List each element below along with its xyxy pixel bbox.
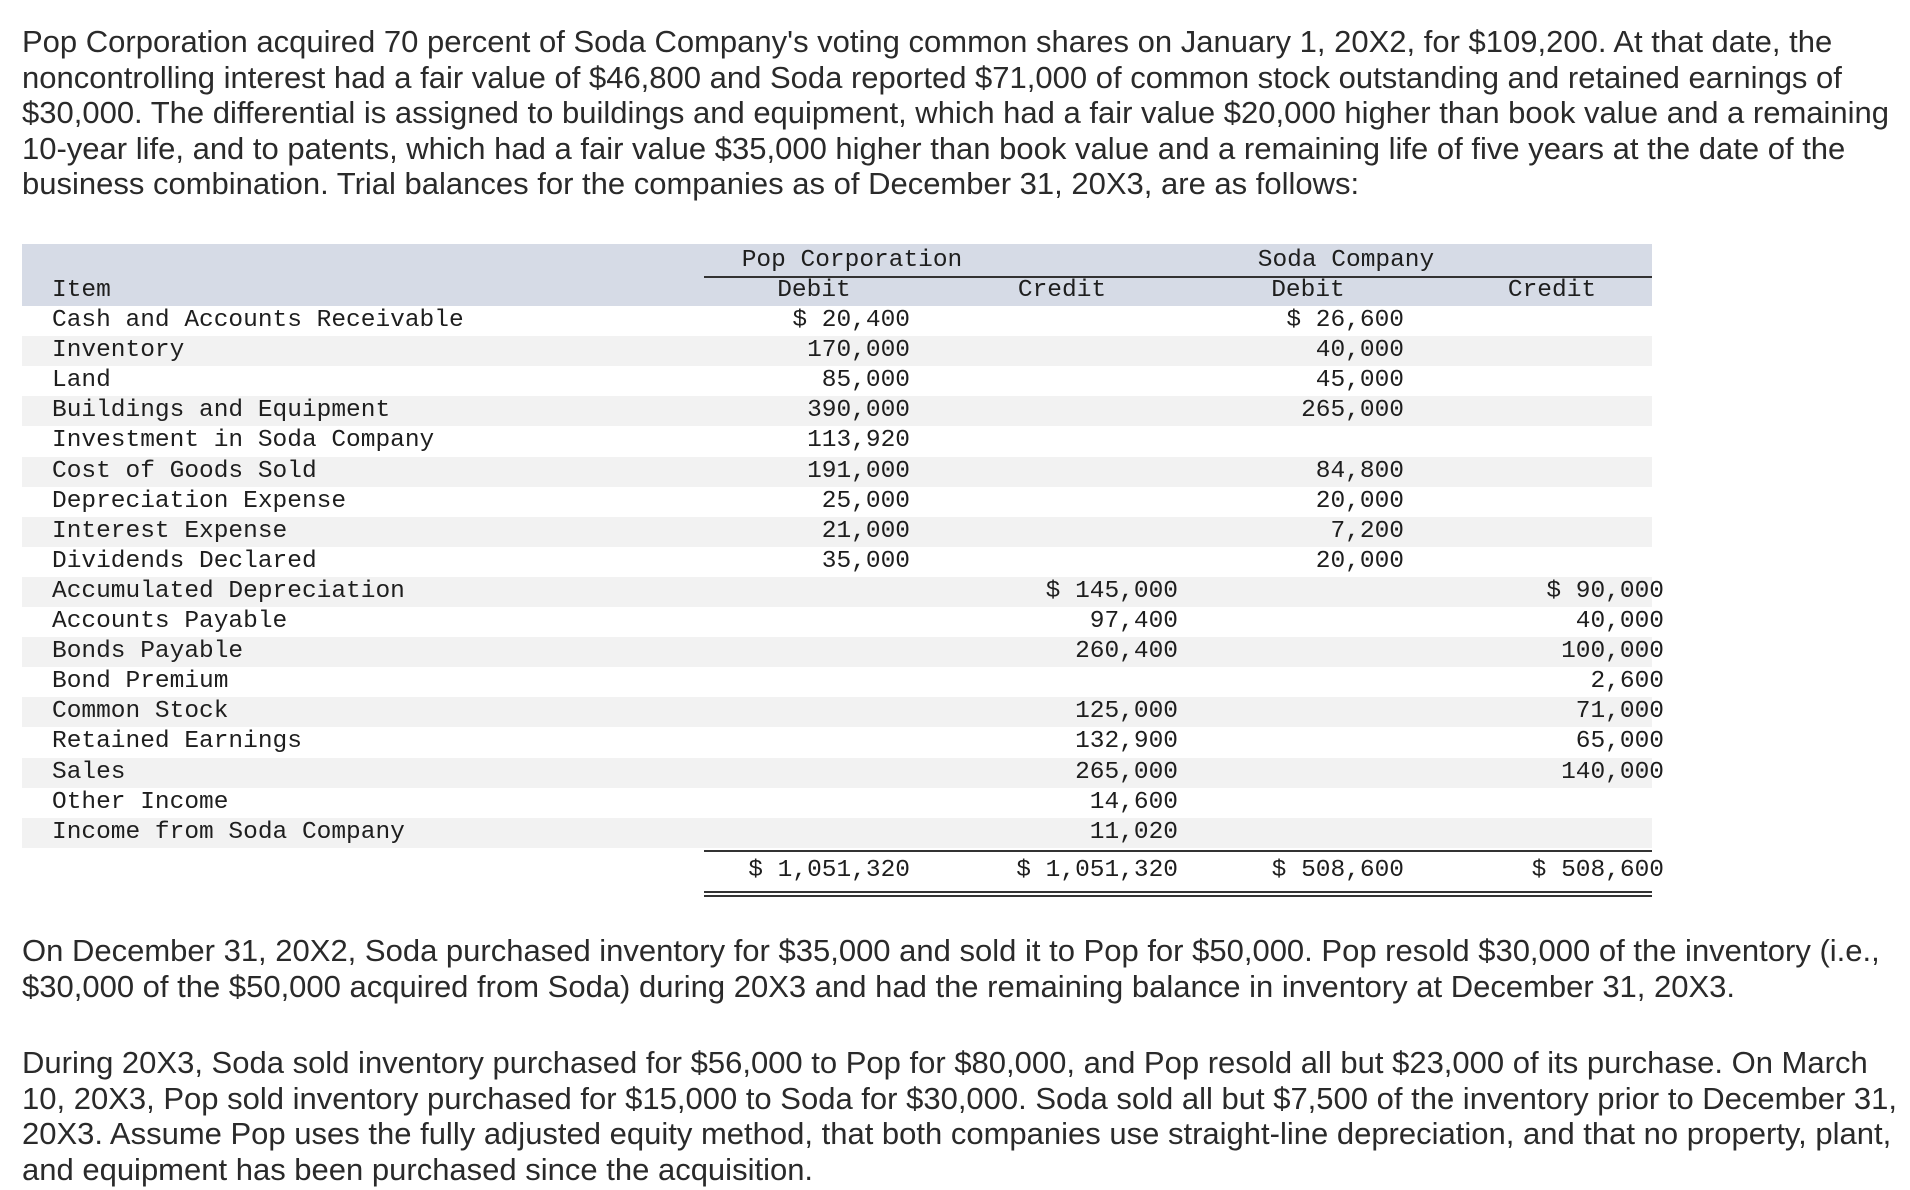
row-soda-debit-value: $ 26,600	[1286, 307, 1404, 334]
row-item-label: Depreciation Expense	[52, 488, 347, 515]
row-item-label: Accounts Payable	[52, 608, 288, 635]
row-pop-debit-value: $ 20,400	[792, 307, 910, 334]
row-item-label: Bonds Payable	[52, 638, 244, 665]
row-item-label: Investment in Soda Company	[52, 427, 435, 454]
row-pop-credit-value: 125,000	[1075, 698, 1178, 725]
soda-credit-header: Credit	[1507, 277, 1597, 304]
row-item-label: Income from Soda Company	[52, 819, 405, 846]
row-soda-debit-value: 20,000	[1315, 488, 1404, 515]
row-item-label: Dividends Declared	[52, 548, 317, 575]
row-soda-credit-value	[1432, 457, 1664, 487]
row-soda-debit-value	[1198, 667, 1404, 697]
intercompany-paragraph-20x2: On December 31, 20X2, Soda purchased inventory for $35,000 and sold it to Pop for $50,000. Pop resold $30,000 of the inventory (i.e., $30,000 of the $50,000 acquired from Soda) during 20X3 and had the remaining balance in inventory at December 31, 20X3.	[22, 933, 1880, 1004]
row-soda-credit-value	[1432, 487, 1664, 517]
row-pop-credit-value: 97,400	[1089, 608, 1178, 635]
row-pop-credit-value	[942, 306, 1178, 336]
row-soda-credit-value: 140,000	[1561, 759, 1664, 786]
row-soda-credit-value	[1432, 396, 1664, 426]
row-item-label: Other Income	[52, 789, 229, 816]
row-soda-credit-value: $ 90,000	[1546, 578, 1664, 605]
row-item-label: Cost of Goods Sold	[52, 458, 317, 485]
row-pop-debit-value	[704, 607, 910, 637]
row-pop-debit-value	[704, 727, 910, 757]
row-pop-credit-value	[942, 457, 1178, 487]
row-item-label: Retained Earnings	[52, 728, 302, 755]
row-pop-credit-value	[942, 517, 1178, 547]
row-pop-credit-value	[942, 396, 1178, 426]
row-pop-credit-value: $ 145,000	[1045, 578, 1178, 605]
row-pop-credit-value: 265,000	[1075, 759, 1178, 786]
row-pop-credit-value: 260,400	[1075, 638, 1178, 665]
item-column-header: Item	[52, 277, 111, 304]
row-item-label: Cash and Accounts Receivable	[52, 307, 464, 334]
row-pop-debit-value: 85,000	[821, 367, 910, 394]
row-soda-debit-value	[1198, 637, 1404, 667]
row-soda-debit-value	[1198, 577, 1404, 607]
row-soda-debit-value: 20,000	[1315, 548, 1404, 575]
row-soda-debit-value: 40,000	[1315, 337, 1404, 364]
row-pop-credit-value	[942, 547, 1178, 577]
soda-company-header: Soda Company	[1257, 247, 1435, 274]
row-soda-debit-value: 7,200	[1330, 518, 1404, 545]
row-pop-debit-value	[704, 788, 910, 818]
row-pop-credit-value: 11,020	[1089, 819, 1178, 846]
row-pop-credit-value: 14,600	[1089, 789, 1178, 816]
total-pop-debit: $ 1,051,320	[748, 857, 910, 884]
row-soda-credit-value: 71,000	[1575, 698, 1664, 725]
row-soda-credit-value: 40,000	[1575, 608, 1664, 635]
row-pop-debit-value	[704, 697, 910, 727]
row-item-label: Inventory	[52, 337, 185, 364]
row-soda-credit-value: 100,000	[1561, 638, 1664, 665]
row-pop-debit-value: 35,000	[821, 548, 910, 575]
row-pop-debit-value: 25,000	[821, 488, 910, 515]
soda-debit-header: Debit	[1271, 277, 1345, 304]
intro-paragraph: Pop Corporation acquired 70 percent of Soda Company's voting common shares on January 1, 20X2, for $109,200. At that date, the noncontrolling interest had a fair value of $46,800 and Soda reported $71,000 of common stock outstanding and retained earnings of $30,000. The differential is assigned to buildings and equipment, which had a fair value $20,000 higher than book value and a remaining 10-year life, and to patents, which had a fair value $35,000 higher than book value and a remaining life of five years at the date of the business combination. Trial balances for the companies as of December 31, 20X3, are as follows:	[22, 24, 1890, 201]
row-item-label: Accumulated Depreciation	[52, 578, 405, 605]
row-pop-debit-value: 21,000	[821, 518, 910, 545]
row-soda-debit-value	[1198, 758, 1404, 788]
row-soda-debit-value: 84,800	[1315, 458, 1404, 485]
totals-double-rule-2	[704, 895, 1652, 897]
trial-balance-table	[22, 244, 1664, 900]
row-item-label: Land	[52, 367, 111, 394]
row-soda-credit-value	[1432, 336, 1664, 366]
row-pop-credit-value	[942, 426, 1178, 456]
row-pop-debit-value	[704, 818, 910, 848]
row-soda-debit-value: 265,000	[1301, 397, 1404, 424]
totals-double-rule-1	[704, 891, 1652, 893]
row-pop-credit-value: 132,900	[1075, 728, 1178, 755]
row-soda-credit-value	[1432, 517, 1664, 547]
row-pop-credit-value	[942, 667, 1178, 697]
row-pop-debit-value: 170,000	[807, 337, 910, 364]
row-pop-credit-value	[942, 487, 1178, 517]
row-soda-debit-value	[1198, 788, 1404, 818]
row-soda-credit-value	[1432, 547, 1664, 577]
row-pop-debit-value	[704, 577, 910, 607]
pop-corporation-header: Pop Corporation	[741, 247, 963, 274]
row-pop-debit-value: 191,000	[807, 458, 910, 485]
row-soda-debit-value: 45,000	[1315, 367, 1404, 394]
row-soda-credit-value	[1432, 426, 1664, 456]
row-pop-debit-value	[704, 758, 910, 788]
row-item-label: Common Stock	[52, 698, 229, 725]
row-soda-debit-value	[1198, 607, 1404, 637]
row-pop-debit-value	[704, 667, 910, 697]
row-soda-credit-value	[1432, 818, 1664, 848]
row-soda-debit-value	[1198, 727, 1404, 757]
row-soda-debit-value	[1198, 818, 1404, 848]
row-item-label: Buildings and Equipment	[52, 397, 391, 424]
pop-credit-header: Credit	[1017, 277, 1107, 304]
row-soda-credit-value	[1432, 306, 1664, 336]
total-soda-debit: $ 508,600	[1271, 857, 1404, 884]
row-soda-credit-value: 65,000	[1575, 728, 1664, 755]
row-pop-debit-value: 390,000	[807, 397, 910, 424]
row-soda-credit-value	[1432, 366, 1664, 396]
row-pop-debit-value	[704, 637, 910, 667]
total-soda-credit: $ 508,600	[1531, 857, 1664, 884]
row-item-label: Bond Premium	[52, 668, 229, 695]
row-item-label: Interest Expense	[52, 518, 288, 545]
row-pop-credit-value	[942, 366, 1178, 396]
row-soda-debit-value	[1198, 697, 1404, 727]
row-pop-credit-value	[942, 336, 1178, 366]
totals-top-rule	[704, 850, 1652, 852]
row-soda-credit-value: 2,600	[1590, 668, 1664, 695]
intercompany-paragraph-20x3: During 20X3, Soda sold inventory purchased for $56,000 to Pop for $80,000, and Pop resold all but $23,000 of its purchase. On March 10, 20X3, Pop sold inventory purchased for $15,000 to Soda for $30,000. Soda sold all but $7,500 of the inventory prior to December 31, 20X3. Assume Pop uses the fully adjusted equity method, that both companies use straight-line depreciation, and that no property, plant, and equipment has been purchased since the acquisition.	[22, 1045, 1898, 1187]
row-pop-debit-value: 113,920	[807, 427, 910, 454]
row-item-label: Sales	[52, 759, 126, 786]
pop-debit-header: Debit	[777, 277, 851, 304]
total-pop-credit: $ 1,051,320	[1016, 857, 1178, 884]
row-soda-debit-value	[1198, 426, 1404, 456]
row-soda-credit-value	[1432, 788, 1664, 818]
